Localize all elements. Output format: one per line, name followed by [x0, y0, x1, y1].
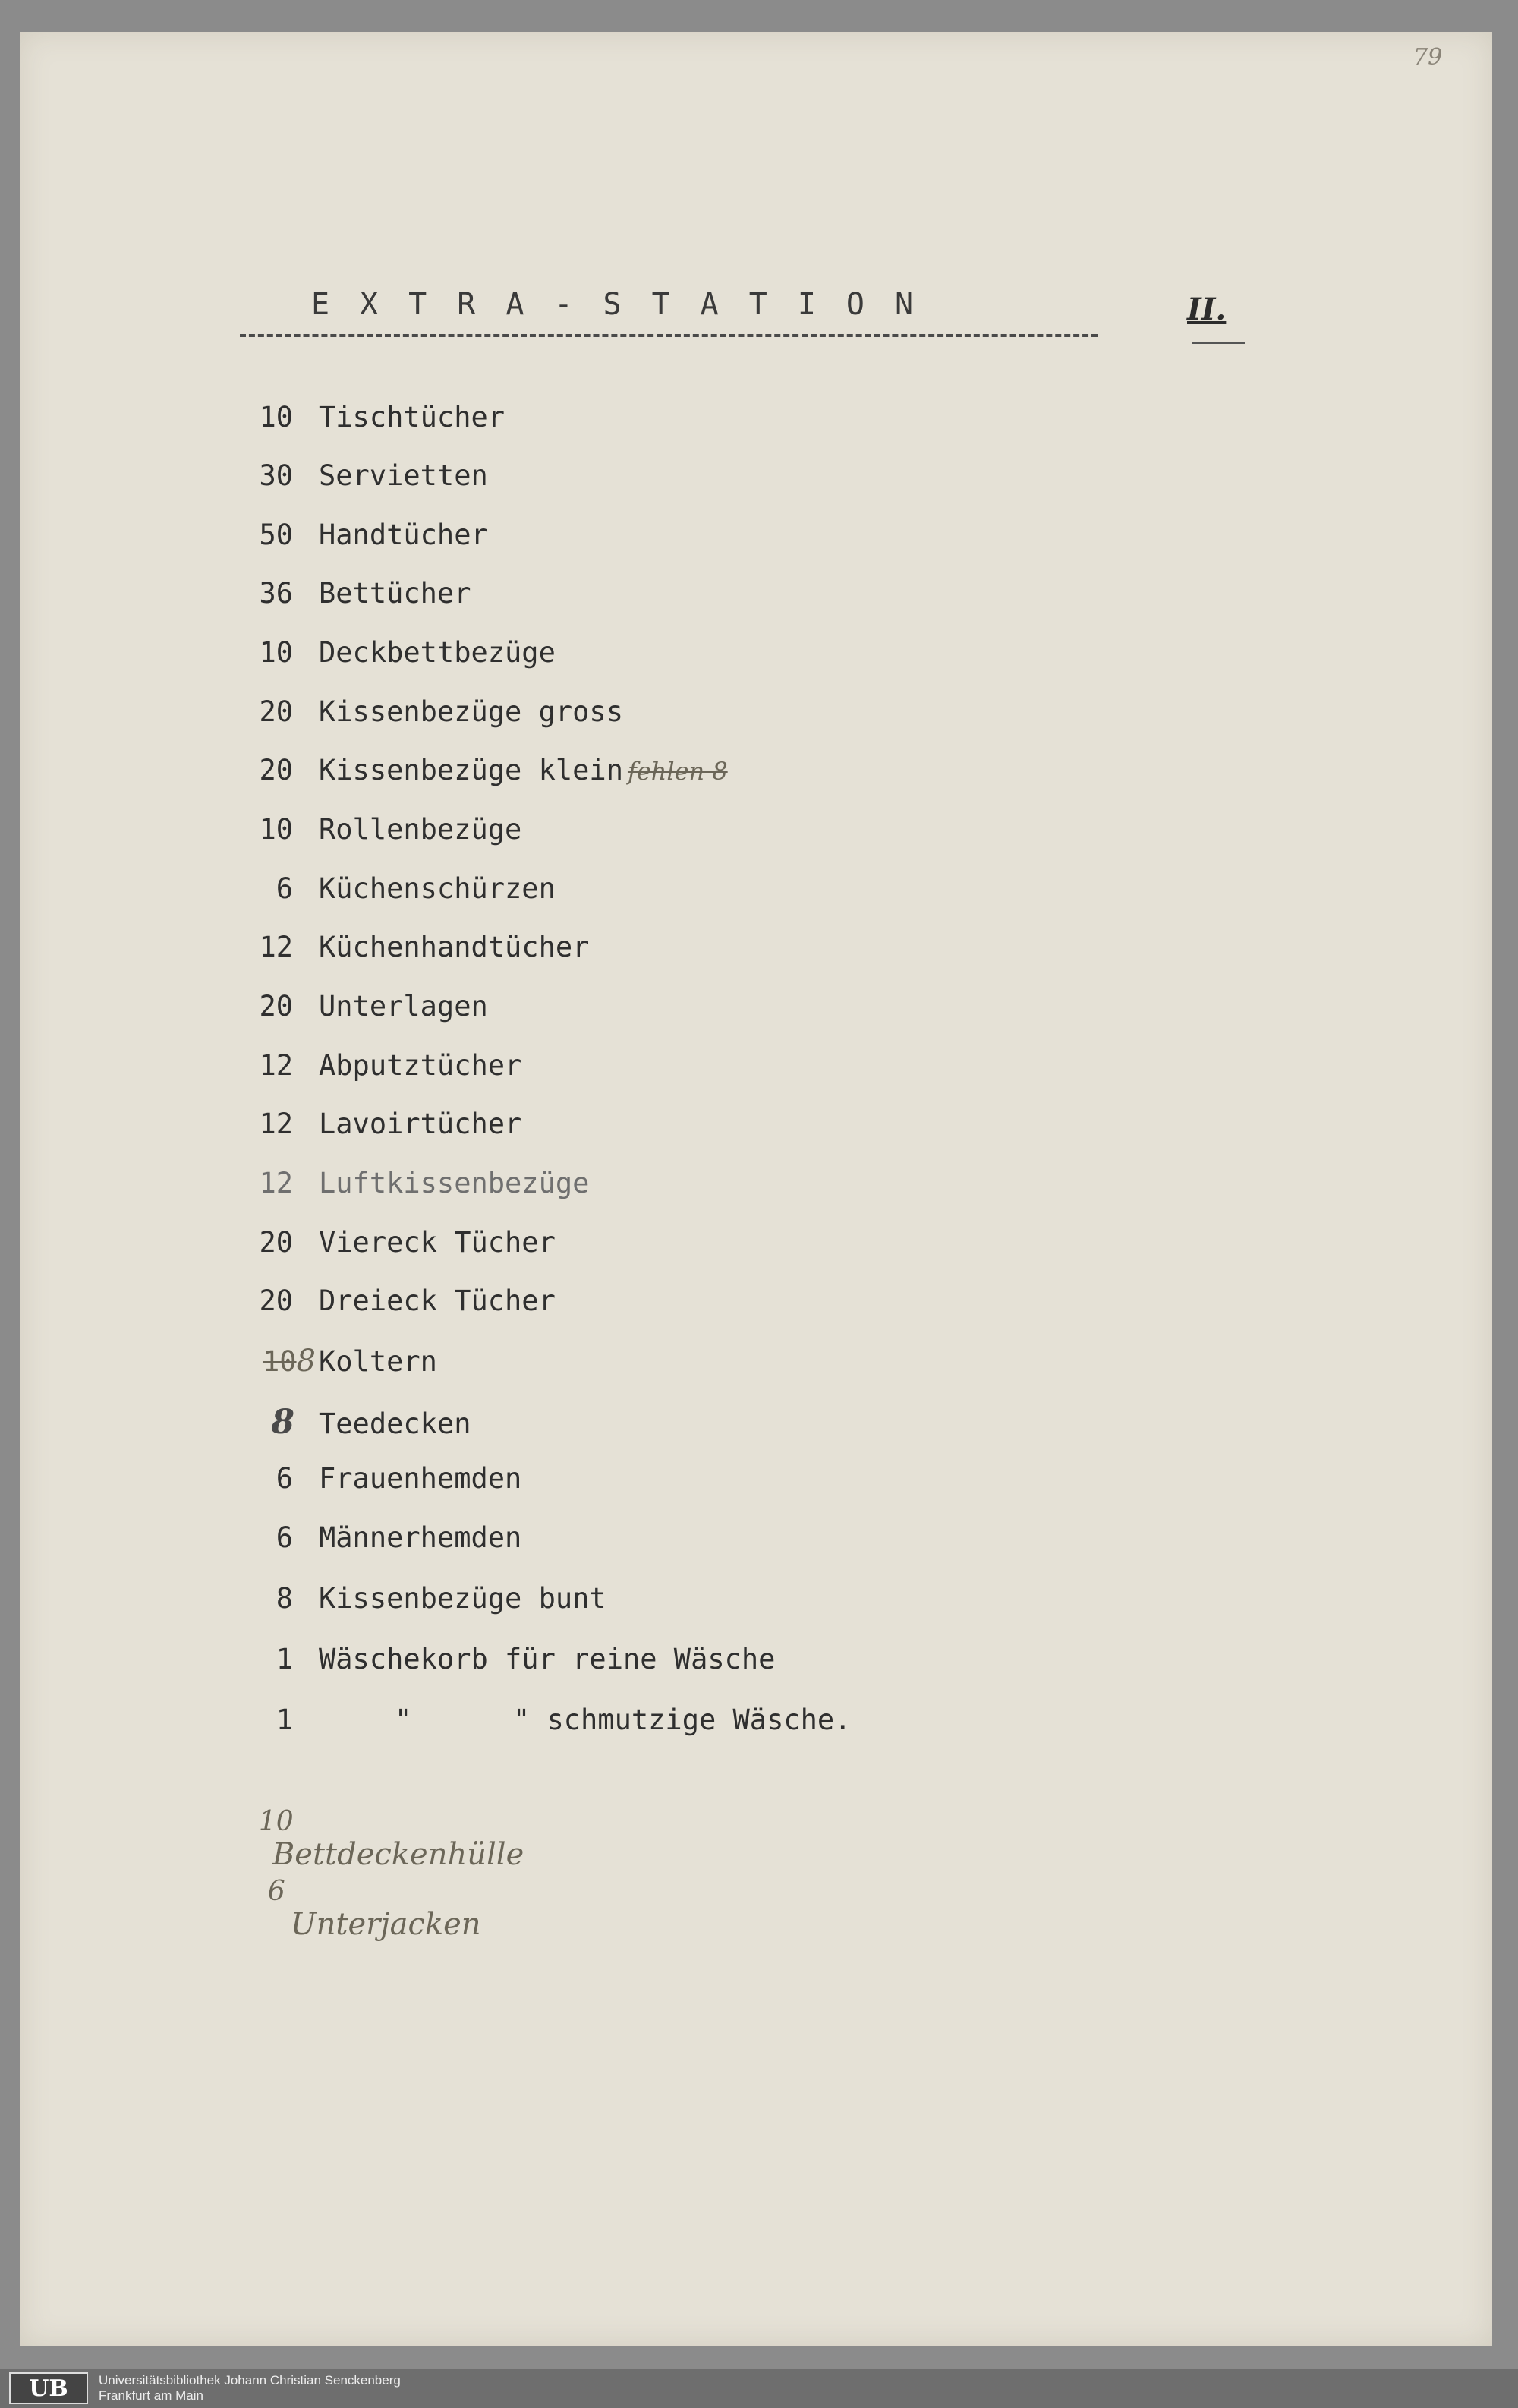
item-quantity: 12: [259, 1108, 293, 1140]
list-item: [228, 990, 488, 1035]
item-name: Handtücher: [319, 518, 488, 551]
item-name: Tischtücher: [319, 401, 505, 433]
item-name: Viereck Tücher: [319, 1226, 556, 1259]
item-name: Luftkissenbezüge: [319, 1167, 590, 1199]
item-quantity: 20: [259, 990, 293, 1023]
item-quantity: 12: [259, 1049, 293, 1082]
item-quantity: 12: [259, 1167, 293, 1199]
list-item: [228, 813, 521, 859]
item-quantity: 20: [259, 1226, 293, 1259]
list-item: [228, 1108, 521, 1153]
item-quantity: 10: [259, 401, 293, 433]
item-quantity-struck: 10: [262, 1345, 297, 1378]
list-item: [228, 1704, 851, 1749]
item-name: Abputztücher: [319, 1049, 522, 1082]
item-name: Koltern: [319, 1345, 437, 1378]
item-name: Wäschekorb für reine Wäsche: [319, 1643, 776, 1675]
list-item: [228, 577, 471, 622]
item-quantity: 30: [259, 459, 293, 492]
item-name: Kissenbezüge klein: [319, 754, 623, 786]
item-quantity: 50: [259, 518, 293, 551]
list-item: [228, 754, 728, 799]
list-item: [228, 518, 488, 564]
list-item: [228, 1284, 556, 1330]
item-quantity: 20: [259, 695, 293, 728]
item-quantity: 6: [276, 1521, 293, 1554]
item-name: Dreieck Tücher: [319, 1284, 556, 1317]
list-item: [228, 636, 556, 682]
item-quantity: 10: [259, 636, 293, 669]
list-item: [228, 1226, 556, 1272]
repository-name: [99, 2373, 401, 2403]
item-name: Servietten: [319, 459, 488, 492]
item-name: " " schmutzige Wäsche.: [395, 1704, 852, 1736]
repository-line-1: Universitätsbibliothek Johann Christian Senckenberg: [99, 2373, 401, 2388]
item-name: Kissenbezüge bunt: [319, 1582, 606, 1615]
item-name: Deckbettbezüge: [319, 636, 556, 669]
repository-footer: [0, 2369, 1518, 2408]
section-number-underline: [1192, 342, 1245, 344]
list-item: [228, 872, 556, 918]
item-name: Küchenhandtücher: [319, 931, 590, 963]
list-item: [228, 1167, 589, 1212]
item-quantity: 6: [276, 1462, 293, 1495]
item-name: Rollenbezüge: [319, 813, 522, 846]
item-quantity: 8: [296, 1344, 316, 1379]
item-quantity: 20: [259, 754, 293, 786]
item-quantity: 10: [259, 813, 293, 846]
item-quantity: 8: [276, 1582, 293, 1615]
document-title: EXTRA-STATION: [311, 287, 944, 322]
item-name: Kissenbezüge gross: [319, 695, 623, 728]
item-name: Männerhemden: [319, 1521, 522, 1554]
item-quantity: 6: [276, 872, 293, 905]
list-item: [228, 695, 623, 741]
handwritten-quantity: 6: [267, 1876, 285, 1907]
item-note: fehlen 8: [627, 757, 728, 786]
item-name: Teedecken: [319, 1407, 471, 1440]
item-quantity-group: [228, 1344, 319, 1379]
item-name: Bettücher: [319, 577, 471, 610]
list-item: [228, 1462, 521, 1508]
handwritten-quantity: 10: [258, 1806, 294, 1837]
list-item: [228, 1344, 437, 1389]
item-quantity: 8: [271, 1403, 294, 1442]
list-item: [228, 401, 505, 446]
list-item: [228, 459, 488, 505]
list-item: [228, 931, 589, 976]
handwritten-text: Unterjacken: [290, 1907, 481, 1942]
section-number: II.: [1187, 292, 1227, 327]
list-item: [228, 1403, 471, 1448]
handwritten-entry: [250, 1845, 481, 1942]
item-quantity: 12: [259, 931, 293, 963]
item-name: Unterlagen: [319, 990, 488, 1023]
item-quantity: 20: [259, 1284, 293, 1317]
list-item: [228, 1582, 606, 1628]
handwritten-text: Bettdeckenhülle: [272, 1837, 524, 1872]
ub-logo: UB: [9, 2372, 88, 2404]
title-underline: [240, 334, 1098, 337]
folio-number: 79: [1413, 44, 1443, 71]
item-name: Frauenhemden: [319, 1462, 522, 1495]
repository-line-2: Frankfurt am Main: [99, 2388, 203, 2403]
item-name: Lavoirtücher: [319, 1108, 522, 1140]
list-item: [228, 1643, 775, 1688]
item-quantity: 1: [276, 1704, 293, 1736]
item-quantity: 1: [276, 1643, 293, 1675]
item-quantity: 36: [259, 577, 293, 610]
list-item: [228, 1049, 521, 1095]
item-name: Küchenschürzen: [319, 872, 556, 905]
list-item: [228, 1521, 521, 1567]
